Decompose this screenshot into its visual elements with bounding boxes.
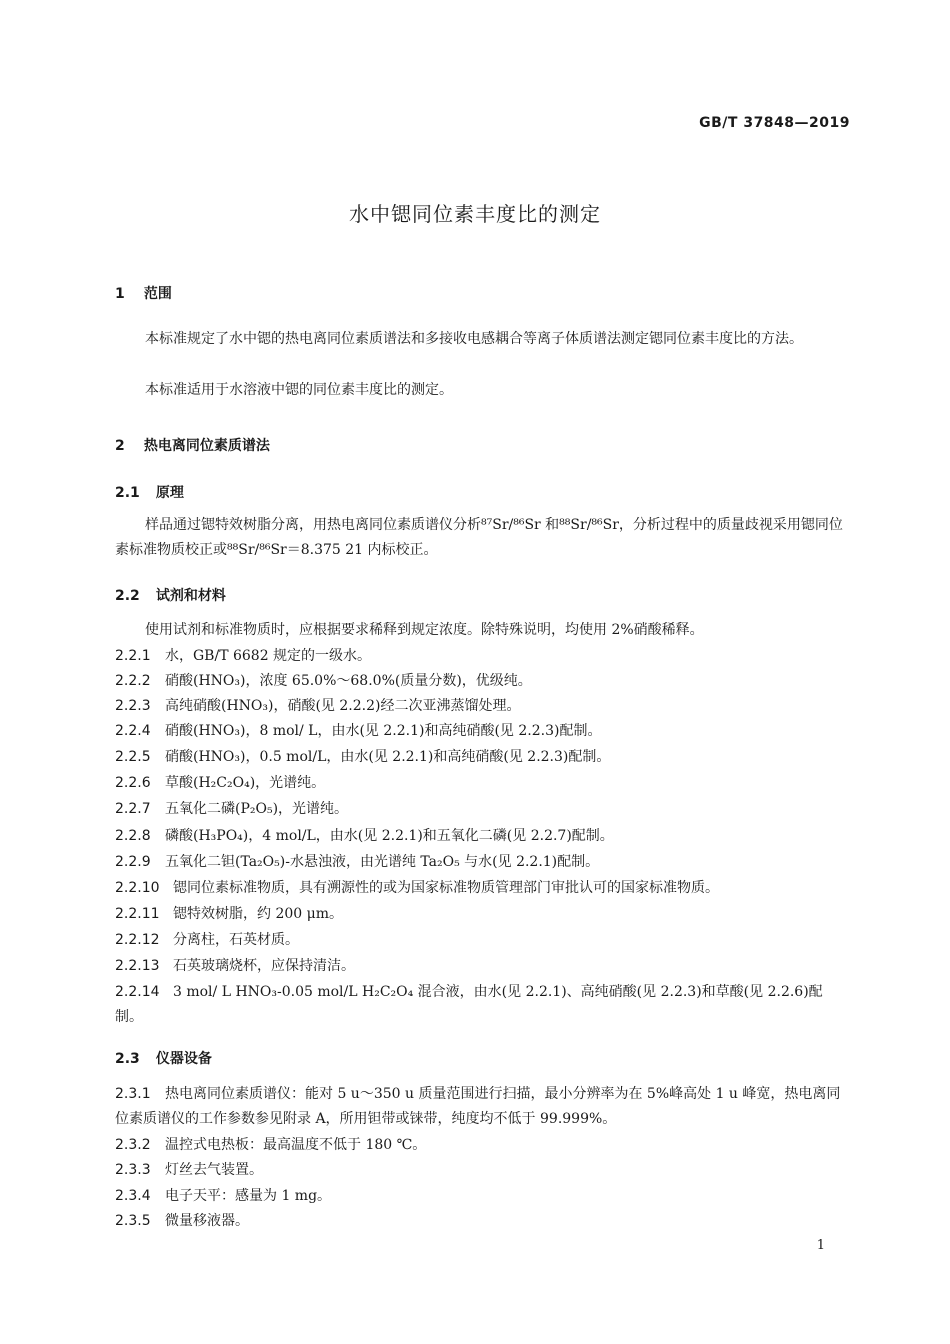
page-number: 1 <box>816 1238 825 1253</box>
list-item <box>115 1209 850 1234</box>
list-item <box>115 1184 850 1209</box>
list-item <box>115 824 850 849</box>
section-number: 1 <box>115 286 125 302</box>
section-title: 仪器设备 <box>155 1051 212 1067</box>
item-number: 2.2.14 <box>115 984 160 1000</box>
list-item <box>115 719 850 744</box>
list-item <box>115 644 850 669</box>
list-item <box>115 771 850 796</box>
section-title: 试剂和材料 <box>155 588 226 604</box>
item-text: 硝酸(HNO₃)，8 mol/ L，由水(见 2.2.1)和高纯硝酸(见 2.2.3)配制。 <box>165 723 602 739</box>
list-item <box>115 669 850 694</box>
subsection-2-3-heading <box>115 1048 212 1068</box>
item-text: 锶同位素标准物质，具有溯源性的或为国家标准物质管理部门审批认可的国家标准物质。 <box>173 880 719 896</box>
item-number: 2.2.12 <box>115 932 160 948</box>
list-item <box>115 902 850 927</box>
list-item <box>115 745 850 770</box>
subsection-2-1-heading <box>115 482 184 502</box>
subsection-2-2-heading <box>115 585 226 605</box>
list-item <box>115 1158 850 1183</box>
section-number: 2.3 <box>115 1051 140 1067</box>
section-title: 范围 <box>143 286 172 302</box>
item-number: 2.2.5 <box>115 749 151 765</box>
item-text: 高纯硝酸(HNO₃)，硝酸(见 2.2.2)经二次亚沸蒸馏处理。 <box>165 698 521 714</box>
list-item <box>115 694 850 719</box>
item-number: 2.3.4 <box>115 1188 151 1204</box>
section-number: 2.1 <box>115 485 140 501</box>
item-number: 2.2.9 <box>115 854 151 870</box>
item-number: 2.2.4 <box>115 723 151 739</box>
item-text: 五氧化二磷(P₂O₅)，光谱纯。 <box>165 801 349 817</box>
paragraph: 本标准适用于水溶液中锶的同位素丰度比的测定。 <box>145 382 453 398</box>
item-number: 2.3.3 <box>115 1162 151 1178</box>
list-item <box>115 954 850 979</box>
section-title: 热电离同位素质谱法 <box>143 438 270 454</box>
item-text: 硝酸(HNO₃)，浓度 65.0%～68.0%(质量分数)，优级纯。 <box>165 673 532 689</box>
item-text: 3 mol/ L HNO₃-0.05 mol/L H₂C₂O₄ 混合液，由水(见 2.2.1)、高纯硝酸(见 2.2.3)和草酸(见 2.2.6)配制。 <box>115 984 823 1025</box>
paragraph: 使用试剂和标准物质时，应根据要求稀释到规定浓度。除特殊说明，均使用 2%硝酸稀释。 <box>145 622 704 638</box>
list-item <box>115 1133 850 1158</box>
item-number: 2.2.8 <box>115 828 151 844</box>
list-item <box>115 850 850 875</box>
paragraph: 样品通过锶特效树脂分离，用热电离同位素质谱仪分析⁸⁷Sr/⁸⁶Sr 和⁸⁸Sr/⁸⁶Sr，分析过程中的质量歧视采用锶同位素标准物质校正或⁸⁸Sr/⁸⁶Sr＝8.375 21 内标校正。 <box>115 517 843 558</box>
item-text: 微量移液器。 <box>165 1213 249 1229</box>
section-1-heading <box>115 283 172 303</box>
item-number: 2.2.1 <box>115 648 151 664</box>
section-number: 2.2 <box>115 588 140 604</box>
item-text: 温控式电热板：最高温度不低于 180 ℃。 <box>165 1137 427 1153</box>
paragraph: 本标准规定了水中锶的热电离同位素质谱法和多接收电感耦合等离子体质谱法测定锶同位素丰度比的方法。 <box>145 331 803 347</box>
item-text: 石英玻璃烧杯，应保持清洁。 <box>173 958 355 974</box>
item-text: 热电离同位素质谱仪：能对 5 u～350 u 质量范围进行扫描，最小分辨率为在 5%峰高处 1 u 峰宽，热电离同位素质谱仪的工作参数参见附录 A，所用钽带或铼带，纯度均不低于 99.999%。 <box>115 1086 841 1127</box>
document-title: 水中锶同位素丰度比的测定 <box>349 202 601 226</box>
list-item <box>115 797 850 822</box>
item-number: 2.2.11 <box>115 906 160 922</box>
standard-code: GB/T 37848—2019 <box>699 115 850 131</box>
item-number: 2.2.7 <box>115 801 151 817</box>
section-2-heading <box>115 435 270 455</box>
list-item <box>115 928 850 953</box>
section-title: 原理 <box>155 485 184 501</box>
item-text: 五氧化二钽(Ta₂O₅)-水悬浊液，由光谱纯 Ta₂O₅ 与水(见 2.2.1)配制。 <box>165 854 600 870</box>
item-number: 2.3.1 <box>115 1086 151 1102</box>
item-number: 2.2.6 <box>115 775 151 791</box>
list-item <box>115 980 850 1030</box>
item-number: 2.2.2 <box>115 673 151 689</box>
item-text: 硝酸(HNO₃)，0.5 mol/L，由水(见 2.2.1)和高纯硝酸(见 2.2.3)配制。 <box>165 749 611 765</box>
item-number: 2.2.10 <box>115 880 160 896</box>
list-item <box>115 1082 850 1132</box>
section-number: 2 <box>115 438 125 454</box>
item-text: 灯丝去气装置。 <box>165 1162 263 1178</box>
item-text: 分离柱，石英材质。 <box>173 932 299 948</box>
list-item <box>115 876 850 901</box>
item-number: 2.2.13 <box>115 958 160 974</box>
item-number: 2.3.5 <box>115 1213 151 1229</box>
item-text: 电子天平：感量为 1 mg。 <box>165 1188 332 1204</box>
item-number: 2.2.3 <box>115 698 151 714</box>
item-text: 水，GB/T 6682 规定的一级水。 <box>165 648 372 664</box>
item-text: 锶特效树脂，约 200 μm。 <box>173 906 343 922</box>
item-text: 草酸(H₂C₂O₄)，光谱纯。 <box>165 775 326 791</box>
item-number: 2.3.2 <box>115 1137 151 1153</box>
item-text: 磷酸(H₃PO₄)，4 mol/L，由水(见 2.2.1)和五氧化二磷(见 2.2.7)配制。 <box>165 828 614 844</box>
